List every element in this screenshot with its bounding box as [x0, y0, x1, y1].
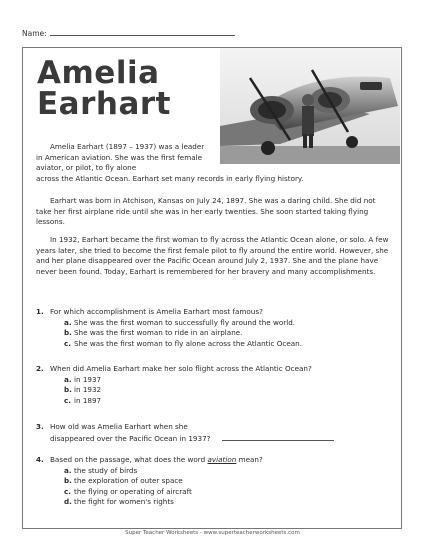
question-text: When did Amelia Earhart make her solo flight across the Atlantic Ocean? — [50, 364, 312, 373]
option-1a[interactable] — [36, 318, 392, 329]
option-letter: d. — [64, 497, 72, 507]
option-text: the exploration of outer space — [74, 476, 183, 486]
option-text: in 1937 — [74, 374, 102, 384]
option-2a[interactable] — [36, 375, 392, 386]
option-letter: b. — [64, 328, 72, 338]
option-text: the study of birds — [74, 465, 138, 475]
question-1 — [36, 307, 392, 349]
option-text: the flying or operating of aircraft — [74, 486, 192, 496]
option-text: She was the first woman to fly alone across the Atlantic Ocean. — [74, 338, 302, 348]
option-letter: c. — [64, 486, 71, 496]
question-number: 1. — [36, 307, 44, 316]
title-line-2: Earhart — [37, 86, 171, 122]
option-4c[interactable] — [36, 487, 392, 498]
name-input-line[interactable] — [50, 27, 235, 36]
question-4 — [36, 455, 392, 508]
option-1c[interactable] — [36, 339, 392, 350]
passage-paragraph-1b: across the Atlantic Ocean. Earhart set many records in early flying history. — [36, 174, 304, 183]
option-letter: c. — [64, 338, 71, 348]
passage-paragraph-3 — [36, 235, 392, 277]
option-letter: a. — [64, 465, 72, 475]
question-number: 2. — [36, 364, 44, 373]
option-4a[interactable] — [36, 466, 392, 477]
option-2c[interactable] — [36, 396, 392, 407]
option-1b[interactable] — [36, 328, 392, 339]
option-letter: b. — [64, 385, 72, 395]
option-text: She was the first woman to ride in an airplane. — [74, 328, 243, 338]
name-row — [22, 27, 235, 38]
option-4d[interactable] — [36, 497, 392, 508]
answer-line[interactable] — [222, 433, 334, 441]
option-text: in 1932 — [74, 385, 102, 395]
passage-paragraph-1a — [36, 142, 206, 174]
question-2 — [36, 364, 392, 406]
earhart-photo — [220, 48, 400, 164]
passage-p3-text: In 1932, Earhart became the first woman to fly across the Atlantic Ocean alone, or solo. A few years later, she tried to become the first female pilot to fly around the entire world. However, she and her plane disappeared over the Pacific Ocean around July 2, 1937. She and the plane have never been found. Today, Earhart is remembered for her bravery and many accomplishments. — [36, 235, 389, 276]
option-4b[interactable] — [36, 476, 392, 487]
option-letter: a. — [64, 374, 72, 384]
airplane-photo-illustration — [220, 48, 400, 164]
option-text: She was the first woman to successfully fly around the world. — [74, 317, 296, 327]
question-text-post: mean? — [236, 455, 263, 464]
question-number: 4. — [36, 455, 44, 464]
option-letter: c. — [64, 395, 71, 405]
passage-paragraph-2 — [36, 196, 392, 228]
option-text: the fight for women's rights — [74, 497, 174, 507]
passage-p2-text: Earhart was born in Atchison, Kansas on July 24, 1897. She was a daring child. She did not take her first airplane ride until she was in her early twenties. She soon started taking flying lessons. — [36, 196, 376, 227]
footer-credit: Super Teacher Worksheets - www.superteacherworksheets.com — [125, 530, 300, 536]
option-letter: a. — [64, 317, 72, 327]
question-text-line-2: disappeared over the Pacific Ocean in 1937? — [50, 433, 211, 443]
question-text-line-1: How old was Amelia Earhart when she — [50, 422, 188, 431]
question-number: 3. — [36, 422, 44, 431]
worksheet-frame — [22, 47, 402, 529]
option-letter: b. — [64, 476, 72, 486]
name-label: Name: — [22, 29, 47, 38]
question-3 — [36, 422, 392, 444]
option-text: in 1897 — [74, 395, 102, 405]
question-text-pre: Based on the passage, what does the word — [50, 455, 208, 464]
question-keyword: aviation — [207, 455, 237, 464]
option-2b[interactable] — [36, 385, 392, 396]
passage-p1a-text: Amelia Earhart (1897 – 1937) was a leader in American aviation. She was the first female aviator, or pilot, to fly alone — [36, 142, 205, 173]
page-title — [37, 55, 171, 122]
question-text: For which accomplishment is Amelia Earhart most famous? — [50, 307, 263, 316]
title-line-1: Amelia — [37, 55, 160, 91]
